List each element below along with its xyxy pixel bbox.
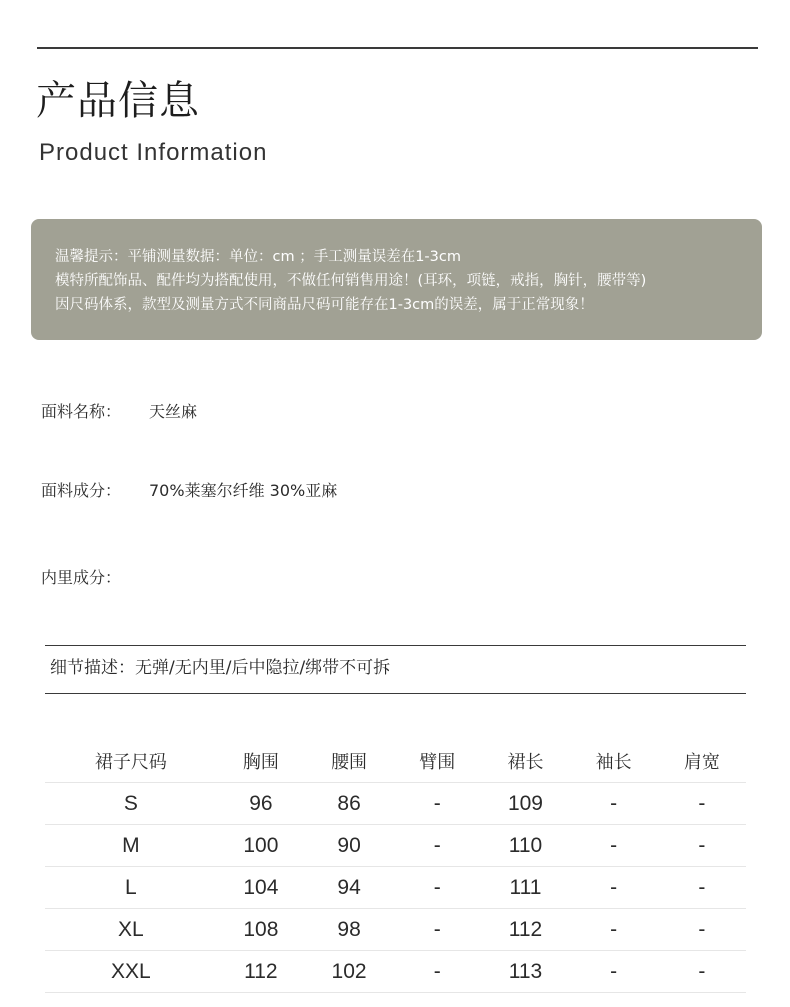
lining-composition-row xyxy=(41,566,149,590)
table-row xyxy=(45,825,746,867)
size-header-cell: 裙长 xyxy=(507,752,544,773)
size-cell: - xyxy=(658,825,746,867)
size-cell: - xyxy=(658,951,746,993)
size-cell: - xyxy=(393,783,481,825)
lining-composition-label: 内里成分： xyxy=(41,568,122,587)
size-cell: 109 xyxy=(481,783,569,825)
detail-value: 无弹/无内里/后中隐拉/绑带不可拆 xyxy=(135,658,391,678)
size-header-cell: 袖长 xyxy=(595,752,632,773)
size-header-cell: 肩宽 xyxy=(683,752,720,773)
size-cell: 102 xyxy=(305,951,393,993)
size-cell: - xyxy=(393,867,481,909)
size-cell: 86 xyxy=(305,783,393,825)
size-cell: L xyxy=(45,867,217,909)
size-cell: 98 xyxy=(305,909,393,951)
page-title: 产品信息 xyxy=(36,78,200,124)
size-cell: S xyxy=(45,783,217,825)
page-subtitle: Product Information xyxy=(39,139,268,166)
size-cell: - xyxy=(658,909,746,951)
detail-bottom-divider xyxy=(45,693,746,694)
size-cell: 112 xyxy=(217,951,305,993)
size-cell: 112 xyxy=(481,909,569,951)
table-row xyxy=(45,909,746,951)
size-cell: XXL xyxy=(45,951,217,993)
top-divider xyxy=(37,47,758,49)
size-cell: - xyxy=(570,909,658,951)
notice-line: 模特所配饰品、配件均为搭配使用，不做任何销售用途！(耳环，项链，戒指，胸针，腰带等) xyxy=(55,273,647,289)
size-cell: - xyxy=(393,825,481,867)
table-row xyxy=(45,867,746,909)
size-cell: 100 xyxy=(217,825,305,867)
fabric-composition-value: 70%莱塞尔纤维 30%亚麻 xyxy=(149,481,338,500)
size-cell: 96 xyxy=(217,783,305,825)
size-cell: M xyxy=(45,825,217,867)
detail-top-divider xyxy=(45,645,746,646)
detail-label: 细节描述： xyxy=(50,658,135,678)
table-row xyxy=(45,783,746,825)
size-cell: 111 xyxy=(481,867,569,909)
size-cell: - xyxy=(393,909,481,951)
size-cell: 90 xyxy=(305,825,393,867)
size-cell: 113 xyxy=(481,951,569,993)
size-header-cell: 腰围 xyxy=(331,752,368,773)
notice-line: 温馨提示：平铺测量数据：单位：cm ；手工测量误差在1-3cm xyxy=(55,249,461,265)
size-cell: - xyxy=(570,867,658,909)
size-cell: 110 xyxy=(481,825,569,867)
size-header-cell: 臂围 xyxy=(419,752,456,773)
size-cell: 108 xyxy=(217,909,305,951)
table-row xyxy=(45,951,746,993)
size-cell: - xyxy=(658,783,746,825)
size-table xyxy=(45,740,746,993)
fabric-composition-label: 面料成分： xyxy=(41,481,122,500)
notice-box xyxy=(31,219,762,340)
fabric-name-row xyxy=(41,400,197,424)
notice-line: 因尺码体系，款型及测量方式不同商品尺码可能存在1-3cm的误差，属于正常现象！ xyxy=(55,297,594,313)
size-cell: - xyxy=(570,951,658,993)
detail-row xyxy=(50,656,390,680)
fabric-composition-row xyxy=(41,479,337,503)
fabric-name-value: 天丝麻 xyxy=(149,402,198,421)
fabric-name-label: 面料名称： xyxy=(41,402,122,421)
size-cell: - xyxy=(393,951,481,993)
size-cell: - xyxy=(570,783,658,825)
size-cell: - xyxy=(658,867,746,909)
size-cell: 104 xyxy=(217,867,305,909)
size-header-cell: 胸围 xyxy=(242,752,279,773)
size-cell: XL xyxy=(45,909,217,951)
size-table-header xyxy=(45,740,746,783)
size-cell: 94 xyxy=(305,867,393,909)
size-cell: - xyxy=(570,825,658,867)
size-header-cell: 裙子尺码 xyxy=(94,752,167,773)
